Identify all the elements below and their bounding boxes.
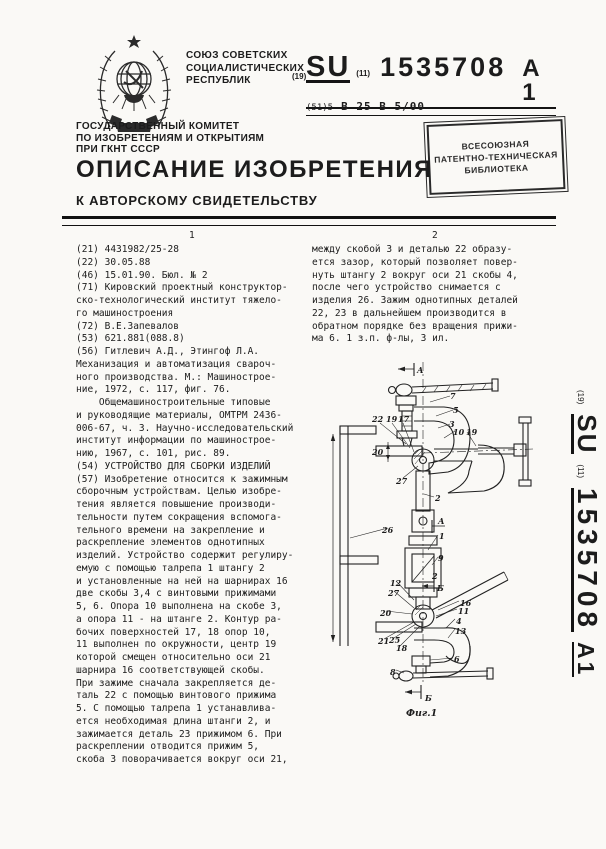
country-code: SU	[306, 51, 351, 83]
column-number-right: 2	[432, 230, 438, 241]
figure-callout: 8	[390, 667, 396, 677]
column-number-left: 1	[189, 230, 195, 241]
figure-callout: 5	[453, 405, 459, 415]
figure-callout: 9	[438, 553, 444, 563]
figure-callout: Б	[437, 583, 444, 593]
figure-callout: 25	[389, 635, 401, 645]
figure-callout: 26	[382, 525, 394, 535]
library-stamp	[427, 119, 566, 195]
figure-callout: 27	[396, 476, 408, 486]
figure-callout: 4	[456, 616, 462, 626]
union-name: СОЮЗ СОВЕТСКИХ СОЦИАЛИСТИЧЕСКИХ РЕСПУБЛИК	[186, 50, 305, 86]
figure-callout: 17	[398, 414, 410, 424]
edge-doc-kind: А1	[573, 642, 599, 678]
header-divider	[62, 216, 556, 226]
figure-1-drawing	[326, 360, 554, 784]
bibliographic-and-abstract-column: (21) 4431982/25-28 (22) 30.05.88 (46) 15.01.90. Бюл. № 2 (71) Кировский проектный конструктор- ско-технологический институт тяжело- го машиностроения (72) В.Е.Запевалов (53) 621.881(088.8) (56) Гитлевич А.Д., Этингоф Л.А. Механизация и автоматизация свароч- ного производства. М.: Машинострое- ние, 1972, с. 117, фиг. 76. Общемашиностроительные типовые и руководящие материалы, ОМТРМ 2436- 006-67, ч. 3. Научно-исследовательский институт информации по машиностроe- нию, 1967, с. 101, рис. 89. (54) УСТРОЙСТВО ДЛЯ СБОРКИ ИЗДЕЛИЙ (57) Изобретение относится к зажимным сборочным устройствам. Целью изобре- тения является повышение производи- тельности путем сокращения вспомога- тельного времени на закрепление и раскрепление элементов однотипных изделий. Устройство содержит регулиру- емую с помощью талрепа 1 штангу 2 и установленные на ней на шарнирах 16 две скобы 3,4 с винтовыми прижимами 5, 6. Опора 10 выполнена на скобе 3, а опора 11 - на штанге 2. Контур ра- бочих поверхностей 17, 18 опор 10, 11 выполнен по окружности, центр 19 которой смещен относительно оси 21 шарнира 16 соответствующей скобы. При зажиме сначала закрепляется де- таль 22 с помощью винтового прижима 5. С помощью талрепа 1 устанавлива- ется необходимая длина штанги 2, и зажимается деталь 23 прижимом 6. При раскреплении отводится прижим 5, скоба 3 поворачивается вокруг оси 21,	[76, 244, 294, 765]
figure-callout: 2	[432, 571, 438, 581]
code-19: (19)	[292, 72, 307, 81]
figure-callout: 6	[454, 654, 460, 664]
stamp-line: ПАТЕНТНО-ТЕХНИЧЕСКАЯ	[434, 149, 558, 165]
figure-callout: 12	[390, 578, 402, 588]
figure-callout: 27	[388, 588, 400, 598]
edge-code-11: (11)	[576, 464, 585, 478]
figure-callout: Б	[425, 693, 432, 703]
figure-callout: 3	[449, 419, 455, 429]
figure-callout: 19	[386, 414, 398, 424]
figure-callout: А	[438, 516, 445, 526]
figure-callout: 20	[380, 608, 392, 618]
edge-doc-number: 1535708	[572, 488, 603, 633]
stamp-line: БИБЛИОТЕКА	[464, 162, 529, 176]
figure-callout: 10	[453, 427, 465, 437]
figure-callout: 20	[372, 447, 384, 457]
page-subtitle: К АВТОРСКОМУ СВИДЕТЕЛЬСТВУ	[76, 193, 318, 208]
figure-callout: 16	[460, 598, 472, 608]
ipc-class: В 25 В 5/00	[341, 100, 425, 113]
figure-caption: Фиг.1	[406, 708, 438, 719]
edge-country-code: SU	[572, 414, 602, 455]
figure-callout: 2	[435, 493, 441, 503]
figure-callout: 13	[455, 626, 467, 636]
figure-callout: 18	[396, 643, 408, 653]
ipc-label: (51)5	[306, 103, 334, 113]
stamp-line: ВСЕСОЮЗНАЯ	[461, 138, 530, 152]
code-11: (11)	[356, 69, 371, 78]
abstract-continuation-column: между скобой 3 и деталью 22 образу- ется зазор, который позволяет повер- нуть штангу 2 вокруг оси 21 скобы 4, после чего устройство снимается с изделия 26. Зажим однотипных деталей 22, 23 в дальнейшем производится в обратном порядке без вращения прижи- ма 6. 1 з.п. ф-лы, 3 ил.	[312, 244, 518, 345]
doc-kind: A 1	[522, 55, 543, 106]
figure-callout: 22	[372, 414, 384, 424]
figure-callout: 7	[450, 391, 456, 401]
committee-name: ГОСУДАРСТВЕННЫЙ КОМИТЕТ ПО ИЗОБРЕТЕНИЯМ И ОТКРЫТИЯМ ПРИ ГКНТ СССР	[76, 121, 265, 155]
ipc-row	[306, 100, 556, 116]
edge-code-19: (19)	[576, 390, 585, 405]
figure-callout: 21	[378, 636, 390, 646]
figure-callout: 11	[458, 606, 470, 616]
figure-callout: А	[417, 365, 424, 375]
figure-callout: 19	[466, 427, 478, 437]
figure-callout: 1	[439, 531, 445, 541]
page-title: ОПИСАНИЕ ИЗОБРЕТЕНИЯ	[76, 156, 433, 183]
doc-number: 1535708	[380, 52, 507, 82]
edge-doc-number	[559, 390, 601, 720]
